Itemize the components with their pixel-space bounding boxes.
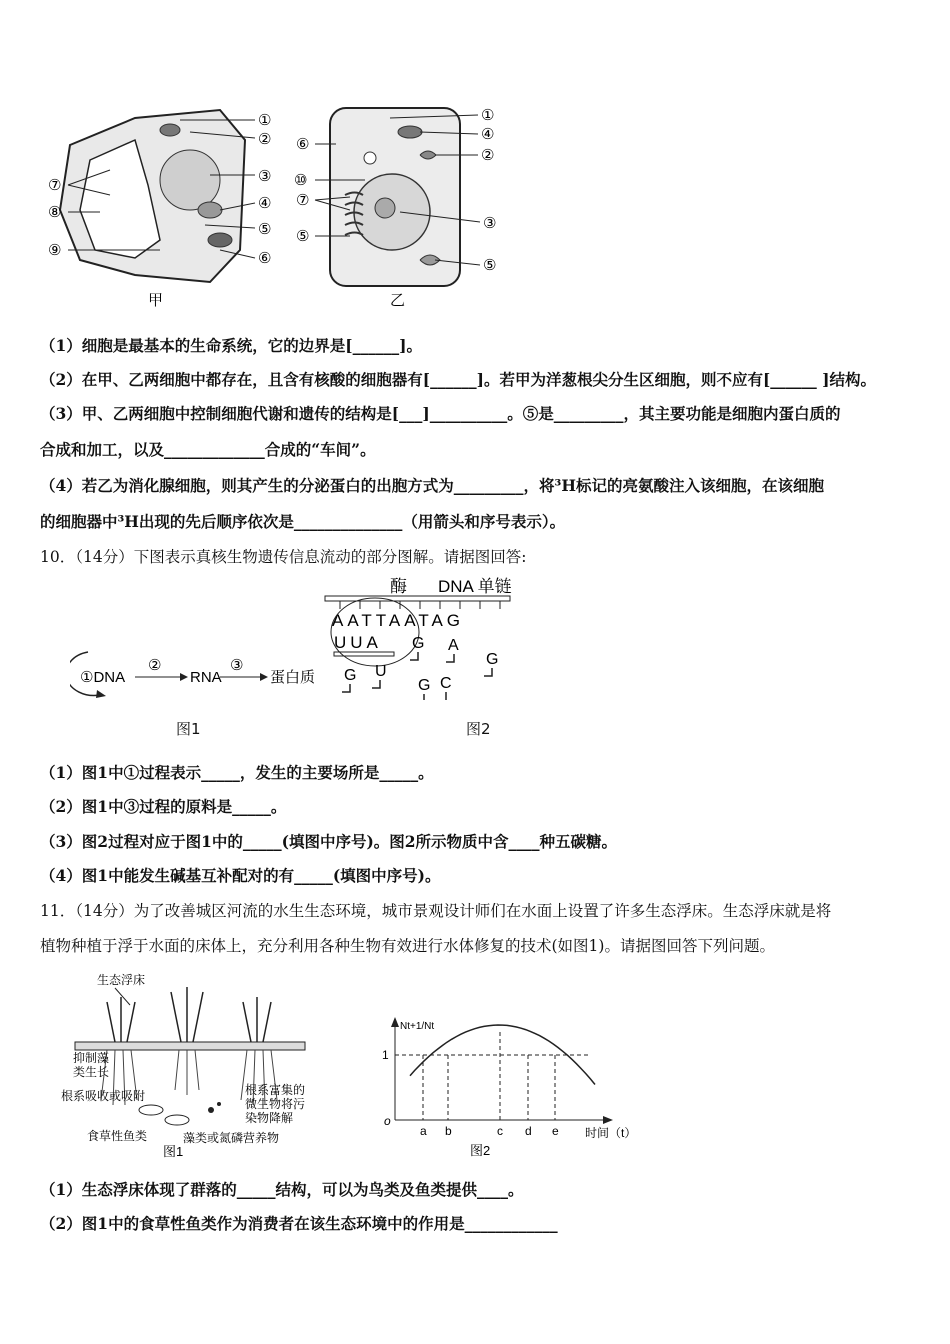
bed-label-inhibit-1: 抑制藻	[73, 1051, 110, 1065]
animal-cell-diagram	[294, 107, 496, 309]
fig2-enzyme-label: 酶	[390, 577, 407, 596]
chart-tick-label-d: d	[525, 1124, 532, 1138]
bed-label-inhibit-2: 类生长	[73, 1065, 110, 1079]
figure-1-floating-bed	[55, 970, 315, 1160]
plant-label-1: ①	[258, 112, 272, 129]
plant-cell-diagram	[48, 110, 271, 309]
chart-tick-label-b: b	[445, 1124, 452, 1138]
figure-2-population-chart	[360, 1015, 650, 1160]
chart-tick-label-c: c	[497, 1124, 503, 1138]
plant-label-8: ⑧	[48, 204, 62, 221]
q9-part4-line2: 的细胞器中³H出现的先后顺序依次是______________（用箭头和序号表示）。	[40, 512, 566, 531]
animal-label-5b: ⑤	[483, 257, 497, 274]
fig2-paired-bases: UUA	[334, 633, 382, 652]
animal-label-1: ①	[481, 107, 495, 124]
chart-caption: 图2	[470, 1143, 491, 1158]
animal-label-4: ④	[481, 126, 495, 143]
q11-stem-line1: 11．（14分）为了改善城区河流的水生生态环境，城市景观设计师们在水面上设置了许多生态浮床。生态浮床就是将	[40, 902, 832, 920]
plant-label-9: ⑨	[48, 242, 62, 259]
figure-2-transcription	[320, 572, 540, 712]
chart-xlabel: 时间（t）	[585, 1126, 637, 1140]
bed-label-micro-2: 微生物将污	[245, 1097, 306, 1111]
bed-label-fish: 食草性鱼类	[87, 1129, 148, 1143]
q11-part2: （2）图1中的食草性鱼类作为消费者在该生态环境中的作用是____________	[40, 1214, 558, 1233]
q10-part4: （4）图1中能发生碱基互补配对的有_____(填图中序号)。	[40, 866, 441, 885]
plant-label-2: ②	[258, 131, 272, 148]
animal-cell-caption: 乙	[390, 292, 406, 309]
bed-label-micro-3: 染物降解	[245, 1111, 294, 1125]
animal-label-10: ⑩	[294, 172, 308, 189]
fig1-protein-label: 蛋白质	[270, 669, 316, 686]
animal-label-5a: ⑤	[296, 228, 310, 245]
q9-part4-line1: （4）若乙为消化腺细胞，则其产生的分泌蛋白的出胞方式为_________，将³H标记的亮氨酸注入该细胞，在该细胞	[40, 476, 824, 495]
q10-part1: （1）图1中①过程表示_____，发生的主要场所是_____。	[40, 763, 434, 782]
plant-label-6: ⑥	[258, 250, 272, 267]
q11-stem-line2: 植物种植于浮于水面的床体上，充分利用各种生物有效进行水体修复的技术(如图1)。请据图回答下列问题。	[40, 937, 775, 955]
q10-part2: （2）图1中③过程的原料是_____。	[40, 797, 287, 816]
chart-tick-label-e: e	[552, 1124, 559, 1138]
fig2-strand-label: DNA 单链	[438, 577, 512, 596]
q11-part1: （1）生态浮床体现了群落的_____结构，可以为鸟类及鱼类提供____。	[40, 1180, 524, 1199]
fig2-free-base-2: A	[448, 637, 459, 654]
q9-part1: （1）细胞是最基本的生命系统，它的边界是[______]。	[40, 336, 422, 355]
fig2-top-bases: AATTAATAG	[332, 611, 465, 630]
bed-label-absorb: 根系吸收或吸附	[61, 1089, 146, 1103]
fig1-dna-label: ①DNA	[80, 669, 126, 686]
plant-label-3: ③	[258, 168, 272, 185]
q10-part3: （3）图2过程对应于图1中的_____(填图中序号)。图2所示物质中含____种五碳糖。	[40, 832, 618, 851]
plant-label-4: ④	[258, 195, 272, 212]
chart-origin: o	[384, 1114, 391, 1128]
bed-label-micro-1: 根系富集的	[245, 1083, 306, 1097]
q9-part3-line2: 合成和加工，以及_____________合成的“车间”。	[40, 440, 376, 459]
plant-cell-caption: 甲	[148, 292, 164, 309]
bed-caption: 图1	[163, 1144, 184, 1159]
fig1-step2-label: ②	[148, 657, 162, 674]
q10-stem: 10．（14分）下图表示真核生物遗传信息流动的部分图解。请据图回答:	[40, 548, 527, 566]
animal-label-3: ③	[483, 215, 497, 232]
plant-label-5: ⑤	[258, 221, 272, 238]
figure-1-caption: 图1	[176, 720, 201, 738]
fig2-free-base-7: C	[440, 675, 452, 692]
q9-part3-line1: （3）甲、乙两细胞中控制细胞代谢和遗传的结构是[___]__________。⑤是_________，其主要功能是细胞内蛋白质的	[40, 404, 841, 423]
fig2-free-base-1: G	[412, 635, 425, 652]
fig1-step3-label: ③	[230, 657, 244, 674]
fig2-free-base-6: G	[418, 677, 431, 694]
chart-ylabel: Nt+1/Nt	[400, 1021, 435, 1032]
fig1-rna-label: RNA	[190, 669, 222, 686]
fig2-free-base-5: U	[375, 663, 387, 680]
animal-label-2: ②	[481, 147, 495, 164]
animal-label-7: ⑦	[296, 192, 310, 209]
chart-y-one: 1	[382, 1048, 389, 1062]
q9-part2: （2）在甲、乙两细胞中都存在，且含有核酸的细胞器有[______]。若甲为洋葱根尖分生区细胞，则不应有[______ ]结构。	[40, 370, 877, 389]
bed-title: 生态浮床	[97, 973, 146, 987]
figure-2-caption: 图2	[466, 720, 491, 738]
cell-diagrams	[40, 100, 520, 315]
chart-tick-label-a: a	[420, 1124, 427, 1138]
fig2-free-base-4: G	[344, 667, 357, 684]
fig2-free-base-3: G	[486, 651, 499, 668]
animal-label-6: ⑥	[296, 136, 310, 153]
figure-1-central-dogma	[70, 640, 330, 700]
plant-label-7: ⑦	[48, 177, 62, 194]
bed-label-algae: 藻类或氮磷营养物	[183, 1131, 280, 1145]
